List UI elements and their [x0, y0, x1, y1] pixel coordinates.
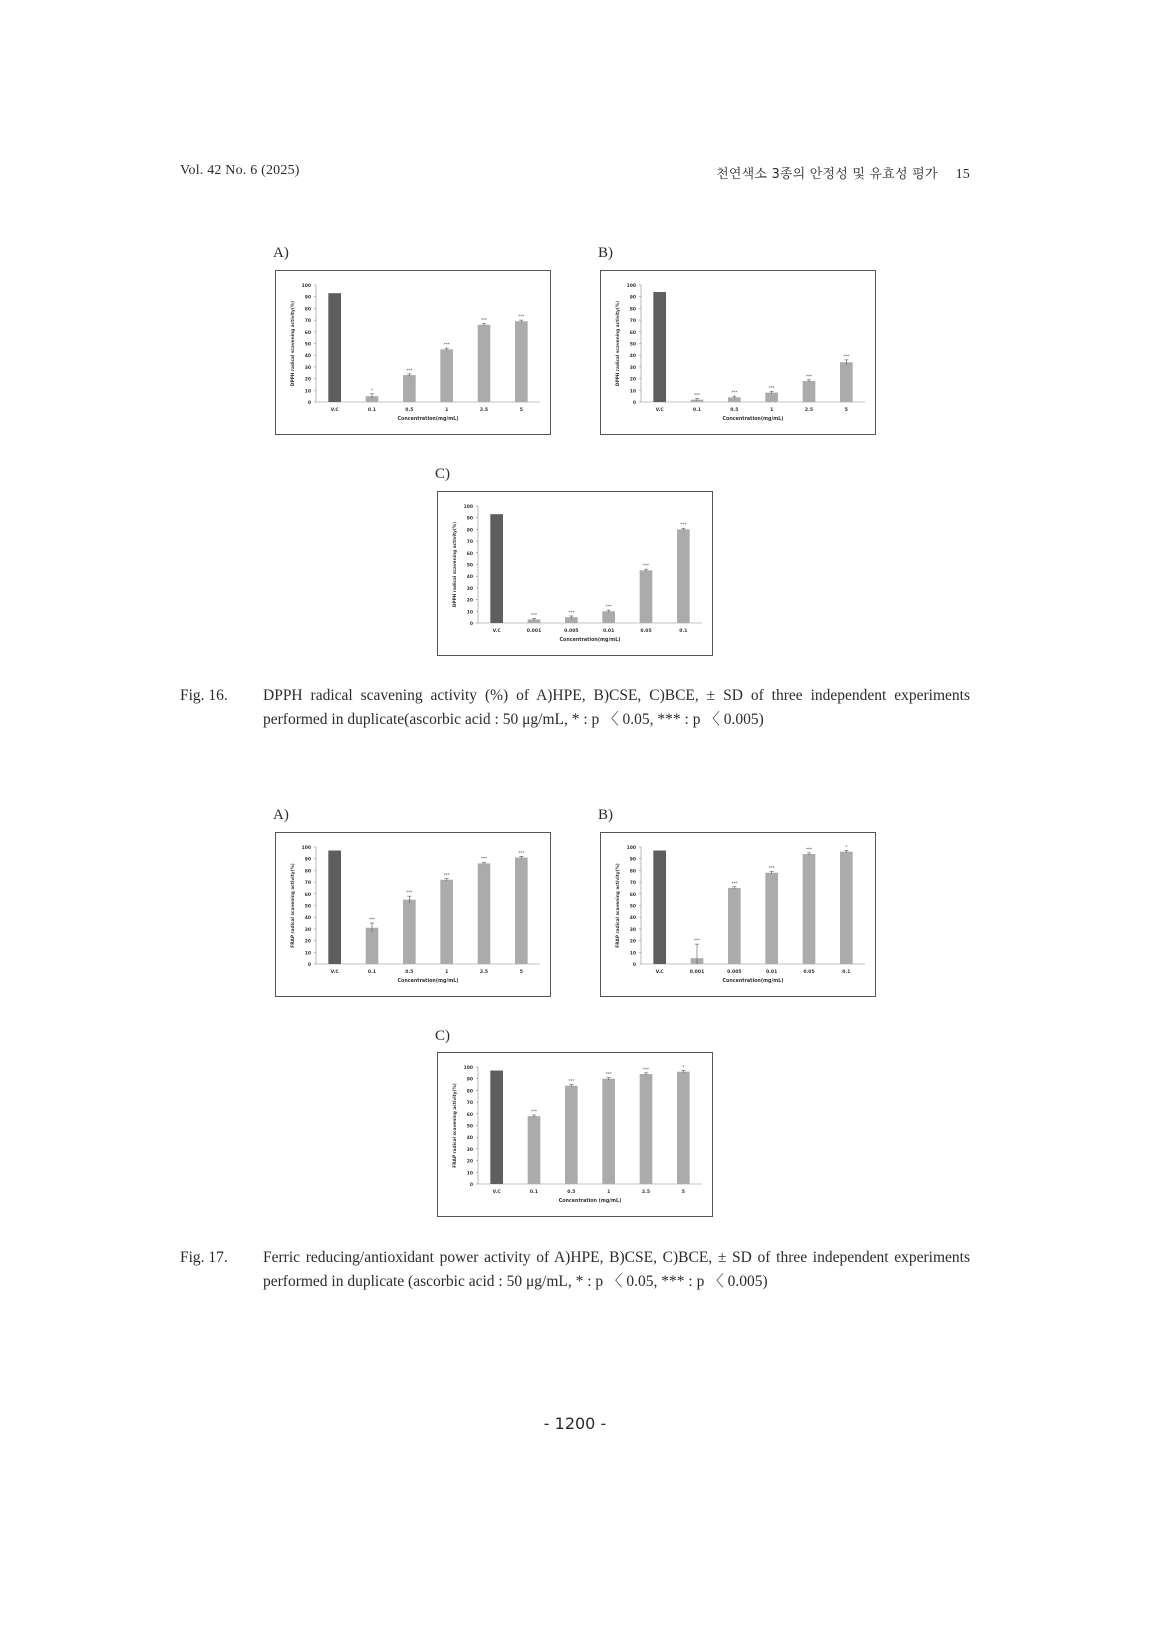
significance-marker: ***: [731, 880, 738, 886]
bar: [640, 570, 653, 623]
x-tick-label: 0.5: [567, 1190, 576, 1195]
fig17-caption: [180, 1246, 970, 1294]
y-tick-label: 40: [629, 916, 636, 922]
y-tick-label: 20: [466, 1159, 473, 1165]
significance-marker: ***: [481, 317, 487, 323]
y-tick-label: 0: [632, 963, 636, 968]
significance-marker: ***: [843, 353, 850, 359]
y-tick-label: 0: [469, 622, 473, 627]
significance-marker: ***: [406, 890, 413, 896]
y-tick-label: 30: [466, 1147, 473, 1153]
y-tick-label: 30: [304, 927, 311, 933]
significance-marker: ***: [643, 1066, 649, 1072]
y-tick-label: 60: [466, 551, 473, 557]
bar-chart-svg: [438, 1053, 714, 1218]
y-tick-label: 90: [629, 295, 636, 301]
bar: [653, 292, 666, 402]
significance-marker: ***: [731, 390, 738, 396]
x-tick-label: V.C: [655, 970, 664, 975]
y-tick-label: 60: [304, 892, 311, 898]
x-axis-label: Concentration (mg/mL): [558, 1199, 622, 1204]
x-tick-label: 1: [607, 1190, 611, 1195]
y-tick-label: 10: [304, 951, 311, 957]
y-axis-label: FRAP radical scavening activity(%): [291, 863, 296, 948]
bar-chart-svg: [438, 492, 714, 657]
bar: [803, 854, 816, 964]
y-tick-label: 90: [466, 516, 473, 522]
bar: [677, 1072, 690, 1184]
x-tick-label: 0.05: [640, 629, 652, 634]
x-tick-label: 0.1: [842, 970, 851, 975]
y-tick-label: 10: [466, 610, 473, 616]
x-tick-label: 2.5: [804, 408, 814, 413]
x-tick-label: 0.005: [727, 970, 742, 975]
x-tick-label: V.C: [330, 408, 339, 413]
y-axis-label: DPPH radical scavening activity(%): [291, 300, 296, 387]
significance-marker: ***: [369, 917, 375, 923]
y-tick-label: 50: [466, 563, 473, 569]
bar: [478, 325, 491, 402]
y-tick-label: 90: [629, 857, 636, 863]
y-tick-label: 50: [304, 342, 311, 348]
significance-marker: ***: [605, 1071, 612, 1077]
x-tick-label: 0.01: [765, 970, 778, 975]
bar: [602, 1079, 615, 1184]
fig16-panel-a-label: A): [273, 245, 289, 261]
running-header-title: [716, 163, 970, 183]
bar-chart-svg: [276, 833, 552, 998]
significance-marker: ***: [768, 385, 775, 391]
x-tick-label: 1: [445, 408, 449, 413]
bar: [840, 852, 853, 964]
bar: [602, 611, 615, 623]
bar: [403, 375, 416, 402]
fig17-panel-c-label: C): [435, 1028, 450, 1044]
x-axis-label: Concentration(mg/mL): [559, 638, 621, 643]
significance-marker: ***: [806, 846, 812, 852]
x-axis-label: Concentration(mg/mL): [722, 979, 784, 984]
y-tick-label: 70: [629, 319, 636, 325]
bar: [728, 888, 741, 964]
x-tick-label: 0.005: [564, 629, 579, 634]
x-tick-label: 0.001: [526, 629, 542, 634]
y-tick-label: 100: [463, 505, 473, 510]
x-tick-label: 0.1: [367, 970, 377, 975]
y-tick-label: 10: [629, 389, 636, 395]
page-number: 15: [955, 167, 970, 182]
bar: [478, 863, 491, 964]
y-tick-label: 60: [466, 1112, 473, 1118]
x-tick-label: 0.05: [803, 970, 815, 975]
x-tick-label: V.C: [492, 629, 501, 634]
y-axis-label: DPPH radical scavening activity(%): [453, 521, 458, 608]
x-tick-label: 0.1: [367, 408, 377, 413]
y-tick-label: 0: [469, 1183, 473, 1188]
bar: [765, 873, 778, 964]
fig17-panel-b-label: B): [598, 807, 613, 823]
fig16-panel-b-label: B): [598, 245, 613, 261]
fig16-chart-c: [437, 491, 713, 656]
significance-marker: ***: [694, 392, 700, 398]
fig17-caption-text: Ferric reducing/antioxidant power activity of A)HPE, B)CSE, C)BCE, ± SD of three independent experiments performed in duplicate (ascorbic acid : 50 μg/mL, * : p 〈 0.05, *** : p 〈 0.005): [263, 1249, 970, 1290]
significance-marker: ***: [518, 850, 525, 856]
running-header-korean-title: 천연색소 3종의 안정성 및 유효성 평가: [716, 167, 938, 182]
x-tick-label: 0.01: [602, 629, 615, 634]
x-tick-label: V.C: [655, 408, 664, 413]
fig16-caption-text: DPPH radical scavening activity (%) of A)HPE, B)CSE, C)BCE, ± SD of three independent experiments performed in duplicate(ascorbic acid : 50 μg/mL, * : p 〈 0.05, *** : p 〈 0.005): [263, 687, 970, 728]
significance-marker: ***: [568, 1078, 575, 1084]
bar: [440, 349, 453, 402]
significance-marker: ***: [768, 865, 775, 871]
x-axis-label: Concentration(mg/mL): [722, 417, 784, 422]
significance-marker: ***: [806, 373, 812, 379]
y-tick-label: 80: [304, 869, 311, 875]
y-tick-label: 60: [629, 330, 636, 336]
significance-marker: ***: [568, 609, 575, 615]
y-tick-label: 20: [304, 377, 311, 383]
y-tick-label: 70: [304, 881, 311, 887]
bar-chart-svg: [276, 271, 552, 436]
x-tick-label: 5: [844, 408, 848, 413]
significance-marker: ***: [443, 872, 450, 878]
x-tick-label: V.C: [492, 1190, 501, 1195]
y-tick-label: 40: [466, 1136, 473, 1142]
fig16-caption-number: Fig. 16.: [180, 687, 228, 704]
bar: [515, 858, 528, 964]
y-tick-label: 80: [629, 869, 636, 875]
significance-marker: *: [845, 844, 848, 850]
y-tick-label: 100: [626, 284, 636, 289]
significance-marker: ***: [406, 367, 413, 373]
y-tick-label: 50: [304, 904, 311, 910]
bar: [653, 851, 666, 964]
significance-marker: *: [371, 387, 373, 393]
fig16-caption: [180, 684, 970, 732]
y-tick-label: 80: [629, 307, 636, 313]
y-tick-label: 70: [466, 540, 473, 546]
y-tick-label: 100: [301, 846, 311, 851]
y-tick-label: 90: [466, 1077, 473, 1083]
x-tick-label: 0.5: [730, 408, 739, 413]
y-tick-label: 40: [304, 916, 311, 922]
y-tick-label: 70: [629, 881, 636, 887]
y-tick-label: 30: [466, 586, 473, 592]
bar: [490, 514, 503, 623]
x-tick-label: 5: [519, 970, 523, 975]
y-tick-label: 0: [307, 401, 311, 406]
bar: [528, 1116, 541, 1184]
y-tick-label: 0: [632, 401, 636, 406]
y-tick-label: 20: [629, 939, 636, 945]
y-tick-label: 50: [466, 1124, 473, 1130]
significance-marker: ***: [531, 612, 537, 618]
fig16-chart-a: [275, 270, 551, 435]
y-tick-label: 30: [304, 365, 311, 371]
y-axis-label: DPPH radical scavening activity(%): [616, 300, 621, 387]
y-tick-label: 70: [304, 319, 311, 325]
y-tick-label: 60: [629, 892, 636, 898]
bar: [640, 1074, 653, 1184]
x-tick-label: 5: [519, 408, 523, 413]
y-axis-label: FRAP radical scavening activity(%): [616, 863, 621, 948]
x-tick-label: 0.5: [405, 970, 414, 975]
significance-marker: ***: [643, 563, 649, 569]
bar-chart-svg: [601, 271, 877, 436]
bar: [803, 381, 816, 402]
bar: [765, 393, 778, 402]
x-tick-label: 0.1: [679, 629, 688, 634]
x-tick-label: 0.1: [529, 1190, 539, 1195]
significance-marker: *: [682, 1064, 685, 1070]
fig17-panel-a-label: A): [273, 807, 289, 823]
y-tick-label: 30: [629, 927, 636, 933]
bar: [328, 293, 341, 402]
running-header-volume: Vol. 42 No. 6 (2025): [180, 163, 300, 178]
x-tick-label: 2.5: [641, 1190, 651, 1195]
fig16-chart-b: [600, 270, 876, 435]
page-footer: - 1200 -: [543, 1414, 607, 1433]
x-tick-label: 0.001: [689, 970, 705, 975]
bar: [440, 880, 453, 964]
x-tick-label: 2.5: [479, 408, 489, 413]
fig17-chart-b: [600, 832, 876, 997]
significance-marker: ***: [680, 522, 687, 528]
significance-marker: ***: [443, 342, 450, 348]
y-tick-label: 70: [466, 1101, 473, 1107]
y-axis-label: FRAP radical scavening activity(%): [453, 1083, 458, 1168]
significance-marker: ***: [605, 604, 612, 610]
y-tick-label: 100: [301, 284, 311, 289]
significance-marker: ***: [481, 856, 487, 862]
y-tick-label: 50: [629, 904, 636, 910]
y-tick-label: 20: [466, 598, 473, 604]
bar: [840, 362, 853, 402]
y-tick-label: 90: [304, 295, 311, 301]
significance-marker: ***: [531, 1108, 537, 1114]
bar-chart-svg: [601, 833, 877, 998]
y-tick-label: 20: [304, 939, 311, 945]
x-tick-label: 1: [770, 408, 774, 413]
y-tick-label: 0: [307, 963, 311, 968]
fig17-caption-number: Fig. 17.: [180, 1249, 228, 1266]
x-tick-label: 5: [681, 1190, 685, 1195]
x-axis-label: Concentration(mg/mL): [397, 979, 459, 984]
x-tick-label: 0.1: [692, 408, 702, 413]
x-tick-label: 1: [445, 970, 449, 975]
bar: [515, 321, 528, 402]
fig16-panel-c-label: C): [435, 466, 450, 482]
fig17-chart-a: [275, 832, 551, 997]
significance-marker: ***: [518, 314, 525, 320]
y-tick-label: 80: [304, 307, 311, 313]
y-tick-label: 30: [629, 365, 636, 371]
x-tick-label: 2.5: [479, 970, 489, 975]
x-axis-label: Concentration(mg/mL): [397, 417, 459, 422]
y-tick-label: 60: [304, 330, 311, 336]
y-tick-label: 80: [466, 1089, 473, 1095]
y-tick-label: 10: [466, 1171, 473, 1177]
bar: [565, 1086, 578, 1184]
y-tick-label: 10: [629, 951, 636, 957]
y-tick-label: 80: [466, 528, 473, 534]
y-tick-label: 40: [466, 575, 473, 581]
y-tick-label: 40: [629, 354, 636, 360]
bar: [403, 900, 416, 964]
y-tick-label: 100: [463, 1066, 473, 1071]
significance-marker: ***: [694, 938, 700, 944]
bar: [677, 529, 690, 623]
bar: [366, 928, 379, 964]
bar: [490, 1071, 503, 1184]
y-tick-label: 90: [304, 857, 311, 863]
y-tick-label: 20: [629, 377, 636, 383]
x-tick-label: 0.5: [405, 408, 414, 413]
y-tick-label: 10: [304, 389, 311, 395]
y-tick-label: 40: [304, 354, 311, 360]
x-tick-label: V.C: [330, 970, 339, 975]
fig17-chart-c: [437, 1052, 713, 1217]
bar: [328, 851, 341, 964]
y-tick-label: 50: [629, 342, 636, 348]
y-tick-label: 100: [626, 846, 636, 851]
